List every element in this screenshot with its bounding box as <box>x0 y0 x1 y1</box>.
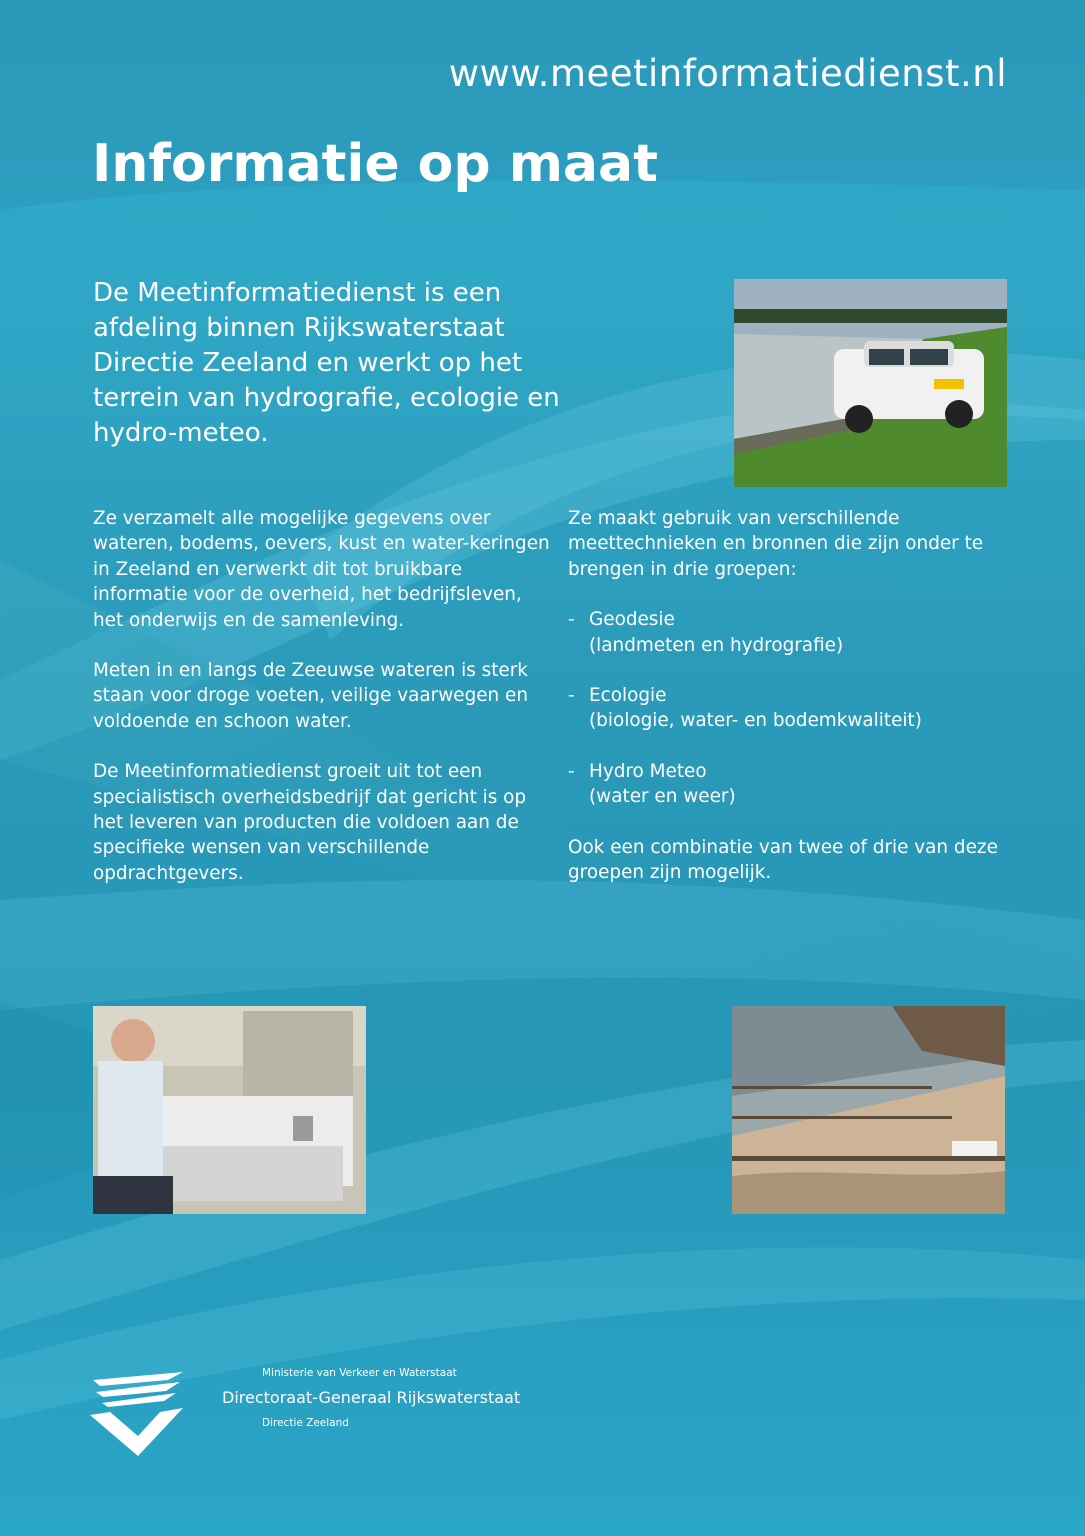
right-outro: Ook een combinatie van twee of drie van deze groepen zijn mogelijk. <box>568 836 998 884</box>
photo-survey-vehicle <box>734 279 1007 487</box>
list-dash: - <box>568 760 575 782</box>
group-item <box>568 759 1028 810</box>
left-paragraph: Meten in en langs de Zeeuwse wateren is sterk staan voor droge voeten, veilige vaarwegen en voldoende en schoon water. <box>93 660 529 732</box>
site-url[interactable]: www.meetinformatiedienst.nl <box>448 52 1007 95</box>
list-dash: - <box>568 685 575 707</box>
rijkswaterstaat-logo-icon <box>88 1370 188 1460</box>
photo-beach <box>732 1006 1005 1214</box>
lead-paragraph: De Meetinformatiedienst is een afdeling binnen Rijkswaterstaat Directie Zeeland en werkt op het terrein van hydrografie, ecologie en hydro-meteo. <box>93 278 560 448</box>
group-detail: (biologie, water- en bodemkwaliteit) <box>589 710 922 732</box>
page-title: Informatie op maat <box>92 134 658 194</box>
group-name: Geodesie <box>589 609 675 631</box>
directorate-name: Directoraat-Generaal Rijkswaterstaat <box>222 1388 521 1407</box>
group-item <box>568 607 1028 658</box>
group-name: Hydro Meteo <box>589 760 707 782</box>
photo-plotter-operator <box>93 1006 366 1214</box>
right-intro: Ze maakt gebruik van verschillende meettechnieken en bronnen die zijn onder te brengen in drie groepen: <box>568 508 984 580</box>
left-paragraph: De Meetinformatiedienst groeit uit tot een specialistisch overheidsbedrijf dat gericht is op het leveren van producten die voldoen aan de specifieke wensen van verschillende opdrachtgevers. <box>93 761 527 884</box>
group-detail: (water en weer) <box>589 786 736 808</box>
right-column <box>568 506 1028 910</box>
left-column <box>93 506 553 911</box>
list-dash: - <box>568 609 575 631</box>
group-item <box>568 683 1028 734</box>
group-detail: (landmeten en hydrografie) <box>589 634 844 656</box>
left-paragraph: Ze verzamelt alle mogelijke gegevens over wateren, bodems, oevers, kust en water-keringen in Zeeland en verwerkt dit tot bruikbare informatie voor de overheid, het bedrijfsleven, het onderwijs en de samenleving. <box>93 508 550 631</box>
group-name: Ecologie <box>589 685 667 707</box>
ministry-name: Ministerie van Verkeer en Waterstaat <box>262 1367 457 1379</box>
division-name: Directie Zeeland <box>262 1417 349 1429</box>
